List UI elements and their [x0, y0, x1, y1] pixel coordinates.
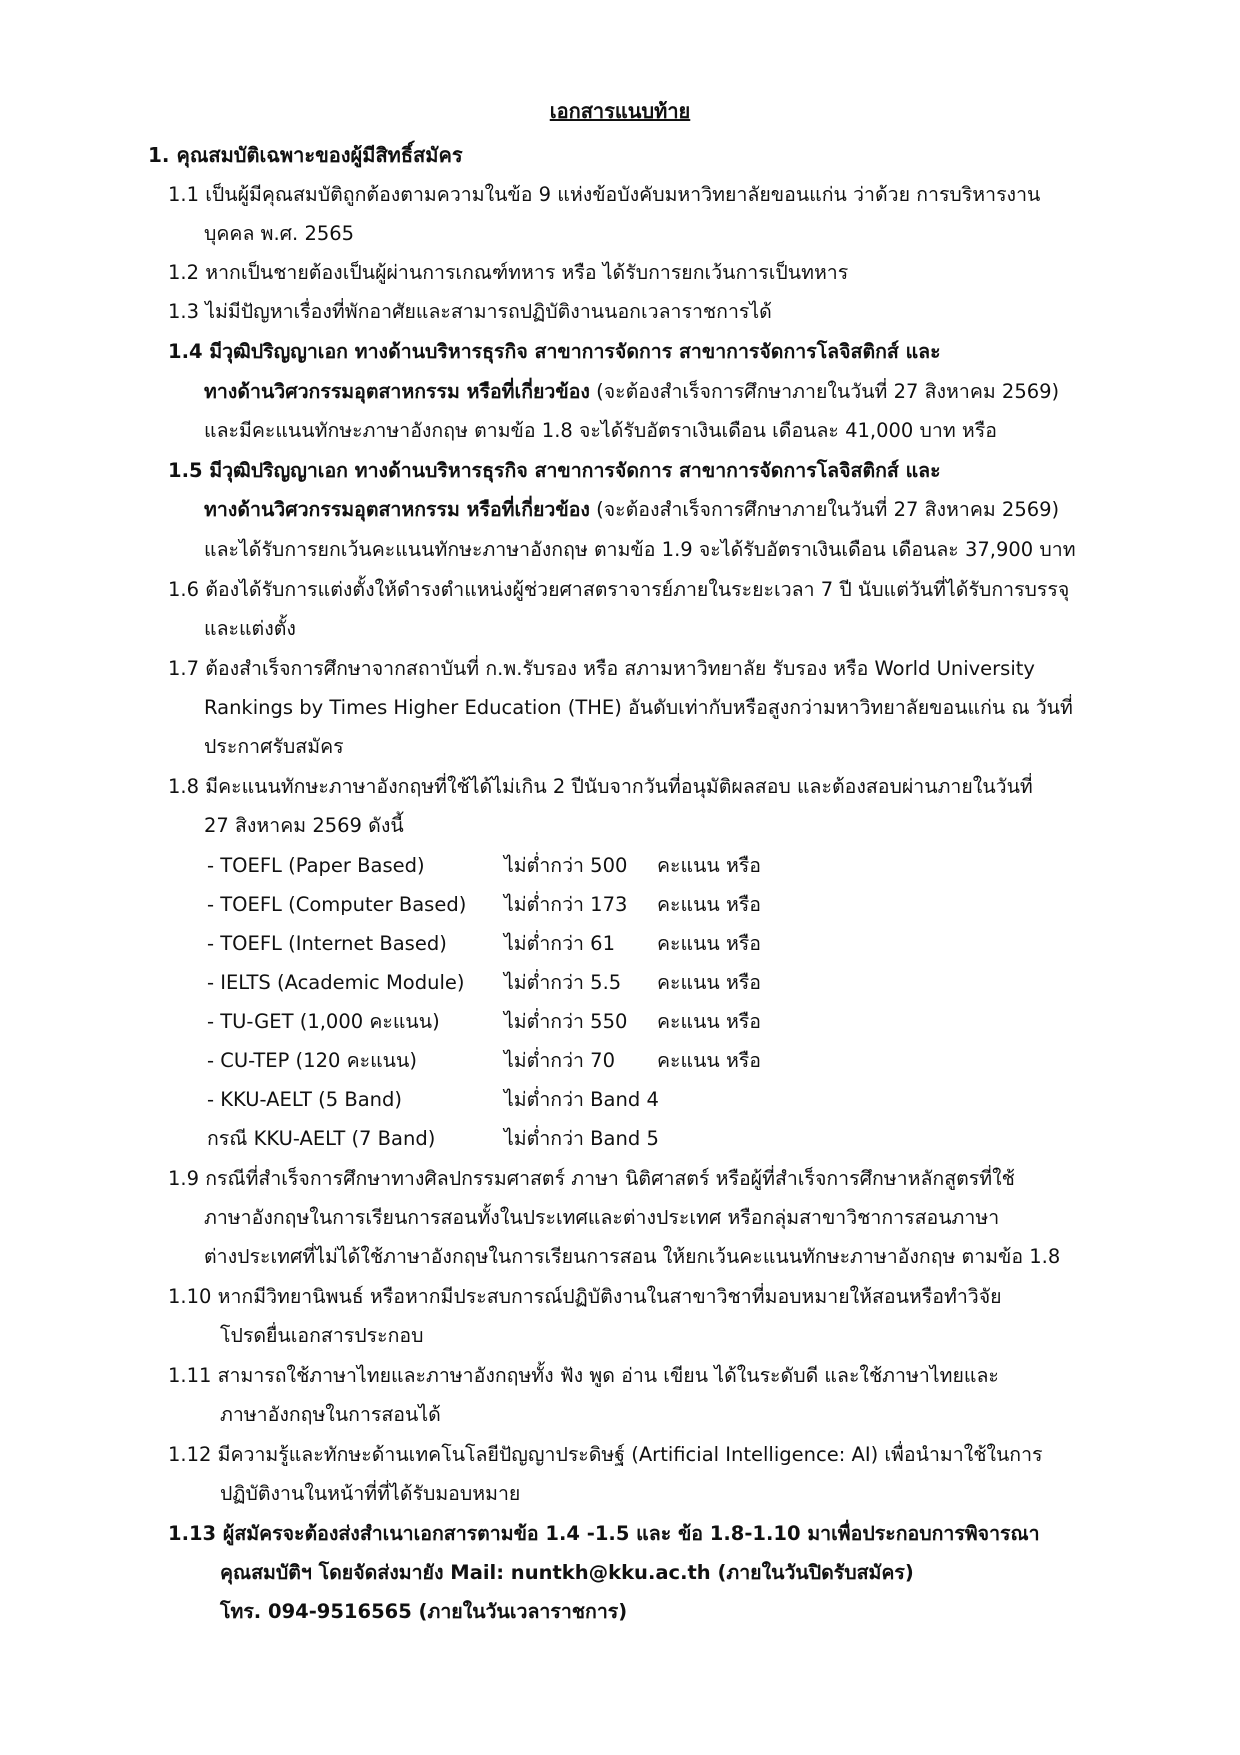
item-1-5-line-3: และได้รับการยกเว้นคะแนนทักษะภาษาอังกฤษ ตามข้อ 1.9 จะได้รับอัตราเงินเดือน เดือนละ 37,900 บาท [204, 538, 1076, 561]
item-1-5-line-2 [204, 495, 1059, 525]
score-test-name: - TOEFL (Paper Based) [207, 854, 425, 877]
section-heading: 1. คุณสมบัติเฉพาะของผู้มีสิทธิ์สมัคร [148, 143, 463, 167]
item-1-10-line-1: 1.10 หากมีวิทยานิพนธ์ หรือหากมีประสบการณ์ปฏิบัติงานในสาขาวิชาที่มอบหมายให้สอนหรือทำวิจัย [168, 1285, 1002, 1308]
item-1-8-line-1: 1.8 มีคะแนนทักษะภาษาอังกฤษที่ใช้ได้ไม่เกิน 2 ปีนับจากวันที่อนุมัติผลสอบ และต้องสอบผ่านภายในวันที่ [168, 775, 1033, 798]
item-1-6-line-2: และแต่งตั้ง [204, 617, 296, 640]
item-1-10-line-2: โปรดยื่นเอกสารประกอบ [220, 1324, 424, 1347]
score-test-name: กรณี KKU-AELT (7 Band) [207, 1127, 436, 1150]
item-1-7-line-3: ประกาศรับสมัคร [204, 735, 344, 758]
score-minimum: ไม่ต่ำกว่า 500 [504, 854, 628, 877]
item-1-2: 1.2 หากเป็นชายต้องเป็นผู้ผ่านการเกณฑ์ทหาร หรือ ได้รับการยกเว้นการเป็นทหาร [168, 261, 849, 284]
item-1-7-line-1: 1.7 ต้องสำเร็จการศึกษาจากสถาบันที่ ก.พ.รับรอง หรือ สภามหาวิทยาลัย รับรอง หรือ World University [168, 657, 1035, 680]
score-unit: คะแนน หรือ [657, 1010, 761, 1033]
score-test-name: - CU-TEP (120 คะแนน) [207, 1049, 417, 1072]
score-row [207, 1046, 907, 1076]
item-1-1-line-1: 1.1 เป็นผู้มีคุณสมบัติถูกต้องตามความในข้อ 9 แห่งข้อบังคับมหาวิทยาลัยขอนแก่น ว่าด้วย การบริหารงาน [168, 183, 1041, 206]
score-row [207, 851, 907, 881]
item-1-5-line-2-bold: ทางด้านวิศวกรรมอุตสาหกรรม หรือที่เกี่ยวข้อง [204, 498, 590, 521]
item-1-13-line-3: โทร. 094-9516565 (ภายในวันเวลาราชการ) [220, 1600, 628, 1623]
item-1-13-line-2: คุณสมบัติฯ โดยจัดส่งมายัง Mail: nuntkh@kku.ac.th (ภายในวันปิดรับสมัคร) [220, 1561, 914, 1584]
score-row [207, 968, 907, 998]
score-test-name: - TOEFL (Internet Based) [207, 932, 447, 955]
score-unit: คะแนน หรือ [657, 854, 761, 877]
score-unit: คะแนน หรือ [657, 932, 761, 955]
item-1-8-line-2: 27 สิงหาคม 2569 ดังนี้ [204, 814, 404, 837]
item-1-5-line-2-rest: (จะต้องสำเร็จการศึกษาภายในวันที่ 27 สิงหาคม 2569) [589, 498, 1060, 521]
item-1-1-line-2: บุคคล พ.ศ. 2565 [204, 222, 355, 245]
score-minimum: ไม่ต่ำกว่า 5.5 [504, 971, 622, 994]
score-minimum: ไม่ต่ำกว่า 61 [504, 932, 615, 955]
score-minimum: ไม่ต่ำกว่า 173 [504, 893, 628, 916]
score-row [207, 890, 907, 920]
score-row [207, 1007, 907, 1037]
item-1-13-line-1: 1.13 ผู้สมัครจะต้องส่งสำเนาเอกสารตามข้อ 1.4 -1.5 และ ข้อ 1.8-1.10 มาเพื่อประกอบการพิจารณา [168, 1522, 1040, 1545]
item-1-3: 1.3 ไม่มีปัญหาเรื่องที่พักอาศัยและสามารถปฏิบัติงานนอกเวลาราชการได้ [168, 300, 772, 323]
score-test-name: - KKU-AELT (5 Band) [207, 1088, 402, 1111]
item-1-12-line-1: 1.12 มีความรู้และทักษะด้านเทคโนโลยีปัญญาประดิษฐ์ (Artificial Intelligence: AI) เพื่อนำมาใช้ในการ [168, 1443, 1043, 1466]
score-row [207, 1124, 907, 1154]
item-1-7-line-2: Rankings by Times Higher Education (THE) อันดับเท่ากับหรือสูงกว่ามหาวิทยาลัยขอนแก่น ณ วันที่ [204, 696, 1073, 719]
score-test-name: - TOEFL (Computer Based) [207, 893, 467, 916]
score-test-name: - IELTS (Academic Module) [207, 971, 465, 994]
score-test-name: - TU-GET (1,000 คะแนน) [207, 1010, 440, 1033]
item-1-9-line-1: 1.9 กรณีที่สำเร็จการศึกษาทางศิลปกรรมศาสตร์ ภาษา นิติศาสตร์ หรือผู้ที่สำเร็จการศึกษาหลักสูตรที่ใช้ [168, 1167, 1015, 1190]
score-minimum: ไม่ต่ำกว่า Band 5 [504, 1127, 659, 1150]
document-title: เอกสารแนบท้าย [549, 99, 691, 123]
score-unit: คะแนน หรือ [657, 971, 761, 994]
score-minimum: ไม่ต่ำกว่า Band 4 [504, 1088, 659, 1111]
item-1-11-line-1: 1.11 สามารถใช้ภาษาไทยและภาษาอังกฤษทั้ง ฟัง พูด อ่าน เขียน ได้ในระดับดี และใช้ภาษาไทยและ [168, 1364, 999, 1387]
item-1-4-line-1: 1.4 มีวุฒิปริญญาเอก ทางด้านบริหารธุรกิจ สาขาการจัดการ สาขาการจัดการโลจิสติกส์ และ [168, 340, 941, 363]
item-1-4-line-2-bold: ทางด้านวิศวกรรมอุตสาหกรรม หรือที่เกี่ยวข้อง [204, 380, 590, 403]
score-row [207, 1085, 907, 1115]
item-1-12-line-2: ปฏิบัติงานในหน้าที่ที่ได้รับมอบหมาย [220, 1482, 521, 1505]
score-minimum: ไม่ต่ำกว่า 70 [504, 1049, 615, 1072]
item-1-4-line-2-rest: (จะต้องสำเร็จการศึกษาภายในวันที่ 27 สิงหาคม 2569) [589, 380, 1060, 403]
item-1-5-line-1: 1.5 มีวุฒิปริญญาเอก ทางด้านบริหารธุรกิจ สาขาการจัดการ สาขาการจัดการโลจิสติกส์ และ [168, 459, 941, 482]
item-1-6-line-1: 1.6 ต้องได้รับการแต่งตั้งให้ดำรงตำแหน่งผู้ช่วยศาสตราจารย์ภายในระยะเวลา 7 ปี นับแต่วันที่ได้รับการบรรจุ [168, 578, 1070, 601]
score-unit: คะแนน หรือ [657, 1049, 761, 1072]
item-1-9-line-2: ภาษาอังกฤษในการเรียนการสอนทั้งในประเทศและต่างประเทศ หรือกลุ่มสาขาวิชาการสอนภาษา [204, 1206, 1000, 1229]
score-unit: คะแนน หรือ [657, 893, 761, 916]
item-1-4-line-3: และมีคะแนนทักษะภาษาอังกฤษ ตามข้อ 1.8 จะได้รับอัตราเงินเดือน เดือนละ 41,000 บาท หรือ [204, 419, 997, 442]
item-1-4-line-2 [204, 377, 1059, 407]
score-minimum: ไม่ต่ำกว่า 550 [504, 1010, 628, 1033]
score-row [207, 929, 907, 959]
item-1-9-line-3: ต่างประเทศที่ไม่ได้ใช้ภาษาอังกฤษในการเรียนการสอน ให้ยกเว้นคะแนนทักษะภาษาอังกฤษ ตามข้อ 1.8 [204, 1245, 1061, 1268]
item-1-11-line-2: ภาษาอังกฤษในการสอนได้ [220, 1403, 441, 1426]
